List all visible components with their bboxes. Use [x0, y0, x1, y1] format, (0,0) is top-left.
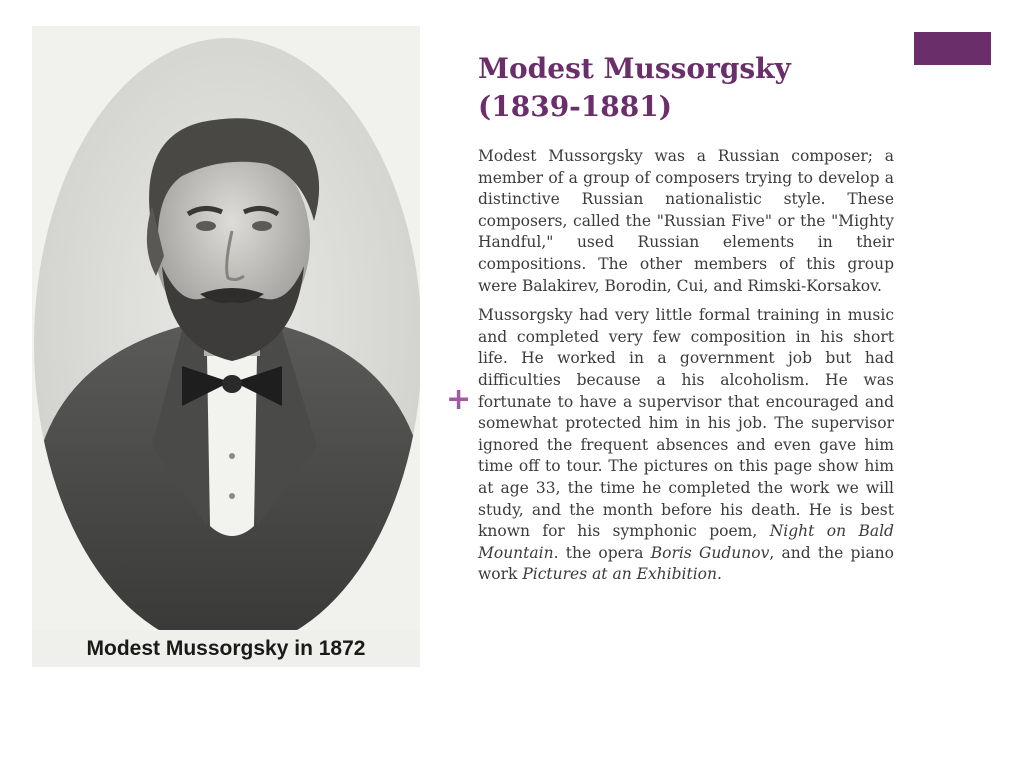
- title-dates: (1839-1881): [478, 90, 672, 123]
- paragraph-2-text-b: . the opera: [553, 543, 651, 562]
- plus-marker-icon: +: [446, 382, 472, 417]
- work-title-night-on-bald-mountain: Night on Bald Mountain: [478, 522, 894, 562]
- paragraph-1: Modest Mussorgsky was a Russian composer; a member of a group of composers trying to develop a distinctive Russian nationalistic style. These composers, called the "Russian Five" or the "Mighty Handful," used Russian elements in their compositions. The other members of this group were Balakirev, Borodin, Cui, and Rimski-Korsakov.: [478, 147, 894, 295]
- paragraph-2-text-c: , and the piano work: [478, 543, 894, 584]
- slide-title: [478, 50, 898, 126]
- paragraph-2-text-a: Mussorgsky had very little formal training in music and completed very few composition in his short life. He worked in a government job but had difficulties because a his alcoholism. He was fortunate to have a supervisor that encouraged and somewhat protected him in his job. The supervisor ignored the frequent absences and even gave him time off to tour. The pictures on this page show him at age 33, the time he completed the work we will study, and the month before his death. He is best known for his symphonic poem,: [478, 306, 894, 541]
- portrait-photo: [32, 26, 420, 667]
- paragraph-2: [478, 305, 894, 586]
- accent-bar: [914, 32, 991, 65]
- work-title-boris-gudunov: Boris Gudunov: [650, 543, 770, 562]
- portrait-illustration: [32, 26, 420, 630]
- body-text: [478, 146, 894, 594]
- title-name: Modest Mussorgsky: [478, 52, 791, 85]
- photo-caption: Modest Mussorgsky in 1872: [32, 630, 420, 667]
- work-title-pictures-at-an-exhibition: Pictures at an Exhibition.: [522, 565, 722, 584]
